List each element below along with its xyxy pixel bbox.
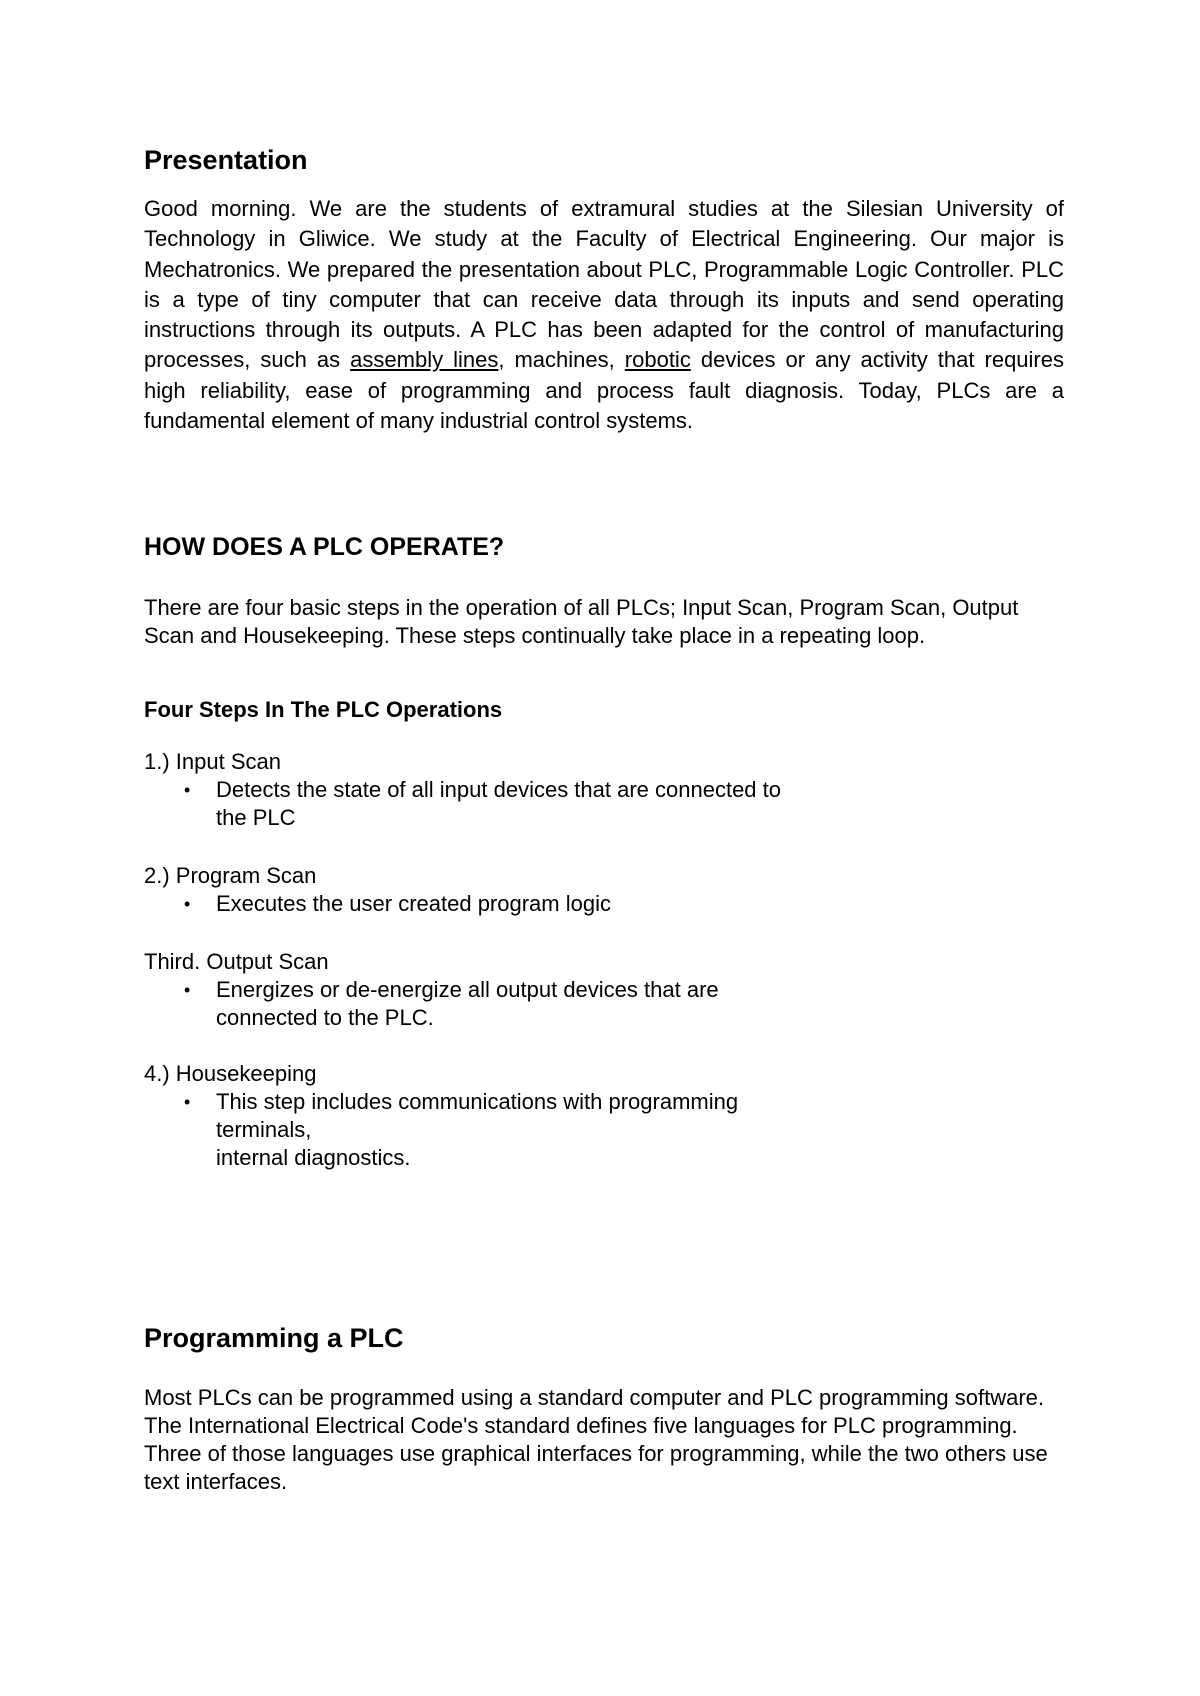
step-housekeeping (144, 1060, 1064, 1172)
document-page (144, 0, 1064, 1696)
step-bullet (144, 976, 1064, 1032)
bullet-line: This step includes communications with programming (216, 1089, 739, 1114)
programming-heading: Programming a PLC (144, 1323, 404, 1353)
bullet-icon: • (184, 980, 191, 1000)
assembly-lines-link[interactable]: assembly lines (350, 347, 499, 373)
step-title: 2.) Program Scan (144, 863, 317, 888)
bullet-line: Detects the state of all input devices that are connected to (216, 777, 782, 802)
presentation-heading: Presentation (144, 145, 308, 175)
bullet-icon: • (184, 780, 191, 800)
programming-paragraph: Most PLCs can be programmed using a standard computer and PLC programming software. The International Electrical Code's standard defines five languages for PLC programming. Three of those languages use graphical interfaces for programming, while the two others use text interfaces. (144, 1385, 1048, 1494)
bullet-icon: • (184, 894, 191, 914)
bullet-line: Energizes or de-energize all output devices that are (216, 977, 719, 1002)
step-title: 4.) Housekeeping (144, 1061, 317, 1086)
four-steps-heading: Four Steps In The PLC Operations (144, 697, 503, 722)
step-title: Third. Output Scan (144, 949, 329, 974)
step-output-scan (144, 948, 1064, 1032)
presentation-intro-paragraph (144, 194, 1064, 436)
intro-text-part-1: Good morning. We are the students of extramural studies at the Silesian University of Technology in Gliwice. We study at the Faculty of Electrical Engineering. Our major is Mechatronics. We prepared the presentation about PLC, Programmable Logic Controller. PLC is a type of tiny computer that can receive data through its inputs and send operating instructions through its outputs. A PLC has been adapted for the control of manufacturing processes, such as (144, 196, 1064, 373)
step-bullet (144, 890, 1064, 918)
how-plc-operates-heading: HOW DOES A PLC OPERATE? (144, 533, 505, 561)
bullet-line: internal diagnostics. (216, 1145, 411, 1170)
bullet-icon: • (184, 1092, 191, 1112)
how-plc-operates-paragraph: There are four basic steps in the operation of all PLCs; Input Scan, Program Scan, Output Scan and Housekeeping. These steps continually take place in a repeating loop. (144, 595, 1019, 648)
intro-text-part-2: , machines, (498, 347, 625, 373)
bullet-line: terminals, (216, 1117, 312, 1142)
bullet-line: Executes the user created program logic (216, 891, 611, 916)
step-bullet (144, 1088, 1064, 1172)
robotic-link[interactable]: robotic (624, 347, 691, 373)
step-bullet (144, 776, 1064, 832)
bullet-line: connected to the PLC. (216, 1005, 434, 1030)
bullet-line: the PLC (216, 805, 296, 830)
step-input-scan (144, 748, 1064, 832)
step-title: 1.) Input Scan (144, 749, 281, 774)
intro-text-part-3: devices or any activity that requires high reliability, ease of programming and process fault diagnosis. Today, PLCs are a fundamental element of many industrial control systems. (144, 347, 1064, 434)
step-program-scan (144, 862, 1064, 918)
